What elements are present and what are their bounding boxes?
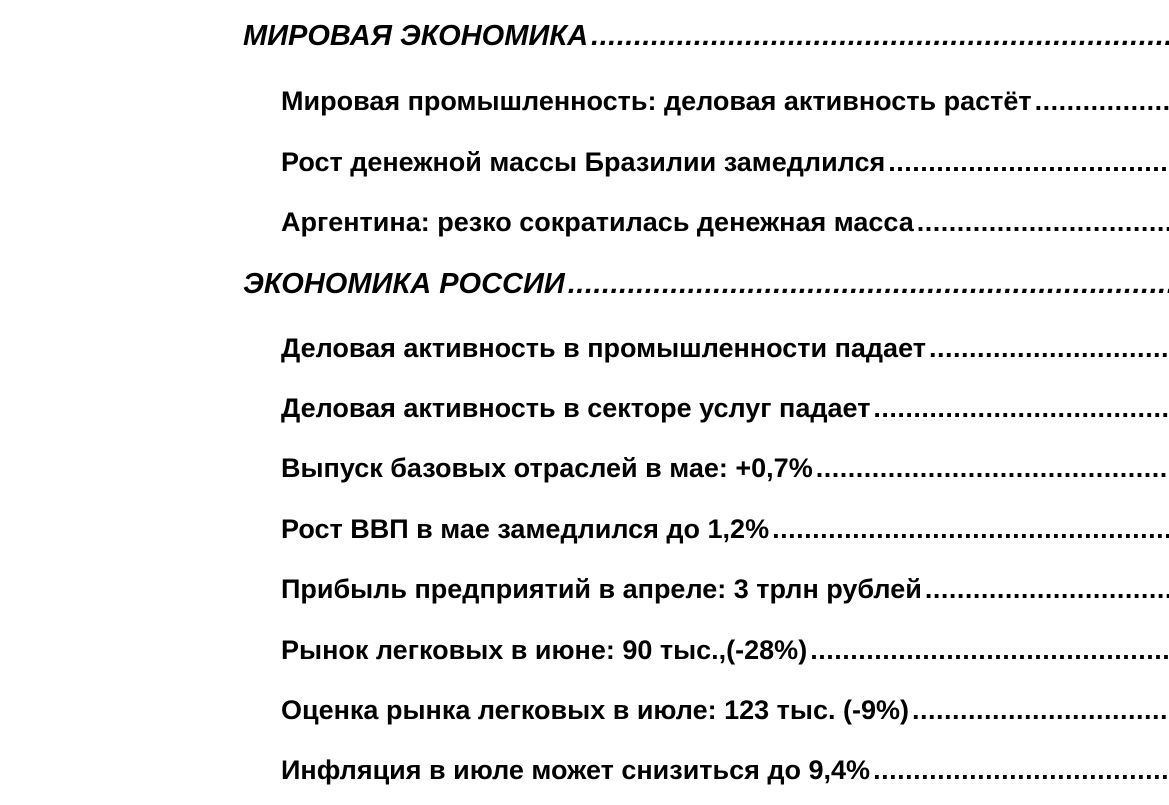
toc-dot-leader (591, 20, 1169, 53)
toc-dot-leader (888, 147, 1169, 178)
toc-item-title: Рост денежной массы Бразилии замедлился (281, 147, 886, 177)
toc-item[interactable] (281, 635, 1169, 666)
toc-item[interactable] (281, 393, 1169, 424)
toc-item[interactable] (281, 333, 1169, 364)
toc-item-title: Выпуск базовых отраслей в мае: +0,7% (281, 453, 813, 483)
toc-section-russia-economy[interactable] (243, 268, 1169, 301)
toc-item[interactable] (281, 695, 1169, 726)
toc-dot-leader (1035, 86, 1169, 117)
toc-dot-leader (816, 453, 1169, 484)
toc-item-title: Оценка рынка легковых в июле: 123 тыс. (-9%) (281, 695, 909, 725)
toc-dot-leader (873, 393, 1169, 424)
toc-item[interactable] (281, 147, 1169, 178)
toc-dot-leader (873, 755, 1169, 786)
toc-item[interactable] (281, 207, 1169, 238)
toc-section-world-economy[interactable] (243, 20, 1169, 53)
toc-item[interactable] (281, 574, 1169, 605)
toc-item-title: Рост ВВП в мае замедлился до 1,2% (281, 514, 770, 544)
toc-dot-leader (917, 207, 1169, 238)
toc-dot-leader (810, 635, 1169, 666)
toc-section-title: МИРОВАЯ ЭКОНОМИКА (243, 20, 589, 52)
toc-item[interactable] (281, 86, 1169, 117)
toc-item-title: Деловая активность в промышленности падает (281, 333, 926, 363)
toc-item-title: Деловая активность в секторе услуг падает (281, 393, 871, 423)
toc-dot-leader (925, 574, 1169, 605)
toc-item[interactable] (281, 755, 1169, 786)
toc-dot-leader (772, 514, 1169, 545)
toc-item-title: Рынок легковых в июне: 90 тыс.,(-28%) (281, 635, 808, 665)
toc-dot-leader (912, 695, 1169, 726)
toc-item[interactable] (281, 514, 1169, 545)
toc-item-title: Мировая промышленность: деловая активность растёт (281, 86, 1032, 116)
toc-item-title: Прибыль предприятий в апреле: 3 трлн рублей (281, 574, 922, 604)
toc-section-title: ЭКОНОМИКА РОССИИ (243, 268, 565, 300)
toc-item-title: Аргентина: резко сократилась денежная масса (281, 207, 914, 237)
toc-dot-leader (568, 268, 1169, 301)
toc-dot-leader (929, 333, 1169, 364)
toc-item-title: Инфляция в июле может снизиться до 9,4% (281, 755, 871, 785)
toc-item[interactable] (281, 453, 1169, 484)
